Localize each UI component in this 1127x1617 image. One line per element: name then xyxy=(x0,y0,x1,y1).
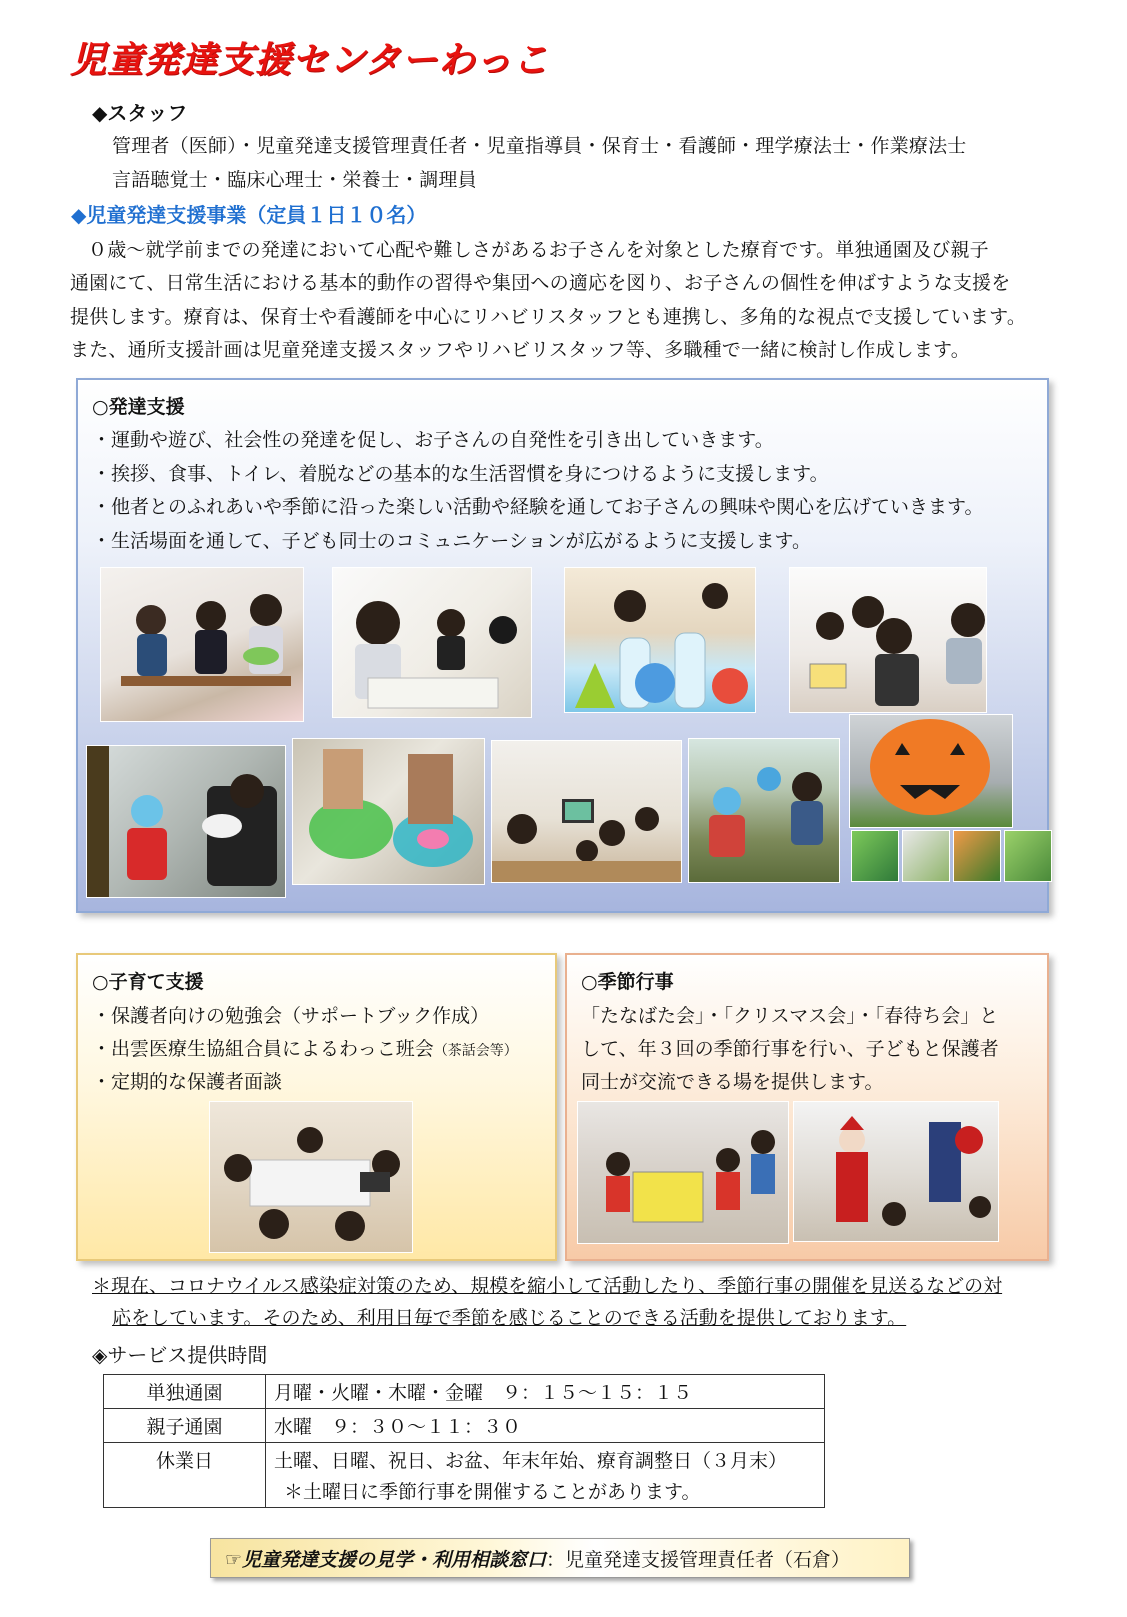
table-row xyxy=(104,1443,825,1508)
covid-note-line: 応をしています。そのため、利用日毎で季節を感じることのできる活動を提供しております。 xyxy=(112,1307,907,1329)
seasonal-events-box xyxy=(565,953,1049,1261)
development-support-bullet: ・生活場面を通して、子ども同士のコミュニケーションが広がるように支援します。 xyxy=(92,530,811,552)
program-heading: ◆児童発達支援事業（定員１日１０名） xyxy=(71,203,427,227)
child-rearing-support-bullet-text: ・出雲医療生協組合員によるわっこ班会 xyxy=(92,1038,434,1060)
photo-bottle-craft-activity xyxy=(564,567,756,713)
seasonal-events-title: ○季節行事 xyxy=(581,971,674,993)
service-hours-heading: ◈サービス提供時間 xyxy=(92,1343,268,1367)
program-paragraph-line: また、通所支援計画は児童発達支援スタッフやリハビリスタッフ等、多職種で一緒に検討し作成します。 xyxy=(70,339,970,361)
development-support-box xyxy=(76,378,1049,913)
page-title: 児童発達支援センターわっこ xyxy=(70,40,550,81)
contact-label: ☞児童発達支援の見学・利用相談窓口 xyxy=(225,1548,547,1571)
table-row xyxy=(104,1375,825,1409)
child-rearing-support-box xyxy=(76,953,557,1261)
seasonal-events-line: して、年３回の季節行事を行い、子どもと保護者 xyxy=(581,1038,999,1060)
development-support-bullet: ・運動や遊び、社会性の発達を促し、お子さんの自発性を引き出していきます。 xyxy=(92,429,774,451)
holiday-days: 土曜、日曜、祝日、お盆、年末年始、療育調整日（３月末） xyxy=(274,1450,788,1472)
consultation-contact-banner xyxy=(210,1538,910,1578)
holiday-note: ＊土曜日に季節行事を開催することがあります。 xyxy=(284,1481,701,1503)
hours-label: 休業日 xyxy=(104,1443,266,1508)
hours-value xyxy=(266,1443,825,1508)
child-rearing-support-bullet: ・保護者向けの勉強会（サポートブック作成） xyxy=(92,1005,490,1027)
photo-feet-sensory-play xyxy=(292,738,485,885)
staff-line-1: 管理者（医師）・児童発達支援管理責任者・児童指導員・保育士・看護師・理学療法士・作業療法士 xyxy=(112,135,967,157)
photo-christmas-event xyxy=(793,1101,999,1242)
hours-label: 単独通園 xyxy=(104,1375,266,1409)
program-paragraph-line: 通園にて、日常生活における基本的動作の習得や集団への適応を図り、お子さんの個性を伸ばすような支援を xyxy=(70,272,1011,294)
photo-parents-study-session xyxy=(209,1101,413,1253)
table-row xyxy=(104,1409,825,1443)
hours-value: 月曜・火曜・木曜・金曜 ９：１５～１５：１５ xyxy=(266,1375,825,1409)
staff-line-2: 言語聴覚士・臨床心理士・栄養士・調理員 xyxy=(112,169,477,191)
photo-children-drawing xyxy=(332,567,532,718)
program-paragraph-line: 提供します。療育は、保育士や看護師を中心にリハビリスタッフとも連携し、多角的な視点で支援しています。 xyxy=(70,306,1027,328)
hours-value: 水曜 ９：３０～１１：３０ xyxy=(266,1409,825,1443)
staff-heading: ◆スタッフ xyxy=(92,101,188,125)
photo-child-with-wheelchair xyxy=(86,745,286,898)
development-support-title: ○発達支援 xyxy=(92,396,185,418)
photo-halloween-costume-thumb xyxy=(953,830,1001,882)
photo-halloween-costume-thumb xyxy=(902,830,950,882)
hours-label: 親子通園 xyxy=(104,1409,266,1443)
development-support-bullet: ・他者とのふれあいや季節に沿った楽しい活動や経験を通してお子さんの興味や関心を広げていきます。 xyxy=(92,496,984,518)
covid-note-line: ＊現在、コロナウイルス感染症対策のため、規模を縮小して活動したり、季節行事の開催を見送るなどの対 xyxy=(92,1275,1003,1297)
service-hours-table xyxy=(103,1374,825,1508)
program-paragraph-line: ０歳～就学前までの発達において心配や難しさがあるお子さんを対象とした療育です。単独通園及び親子 xyxy=(88,239,989,261)
seasonal-events-line: 「たなばた会」・「クリスマス会」・「春待ち会」と xyxy=(581,1005,999,1027)
photo-children-playing-ukulele xyxy=(100,567,304,722)
contact-value: ：児童発達支援管理責任者（石倉） xyxy=(546,1548,851,1571)
child-rearing-support-bullet: ・定期的な保護者面談 xyxy=(92,1071,283,1093)
photo-group-watching-tv xyxy=(491,740,682,883)
child-rearing-support-title: ○子育て支援 xyxy=(92,971,204,993)
photo-outdoor-nature-play xyxy=(688,738,840,883)
child-rearing-support-bullet xyxy=(92,1034,518,1061)
photo-tanabata-event xyxy=(577,1101,789,1244)
photo-halloween-costume-thumb xyxy=(851,830,899,882)
development-support-bullet: ・挨拶、食事、トイレ、着脱などの基本的な生活習慣を身につけるように支援します。 xyxy=(92,463,829,485)
child-rearing-support-bullet-note: （茶話会等） xyxy=(433,1043,518,1059)
photo-halloween-pumpkin xyxy=(849,714,1013,828)
seasonal-events-line: 同士が交流できる場を提供します。 xyxy=(581,1071,884,1093)
photo-halloween-costume-thumb xyxy=(1004,830,1052,882)
photo-children-reading xyxy=(789,567,987,713)
